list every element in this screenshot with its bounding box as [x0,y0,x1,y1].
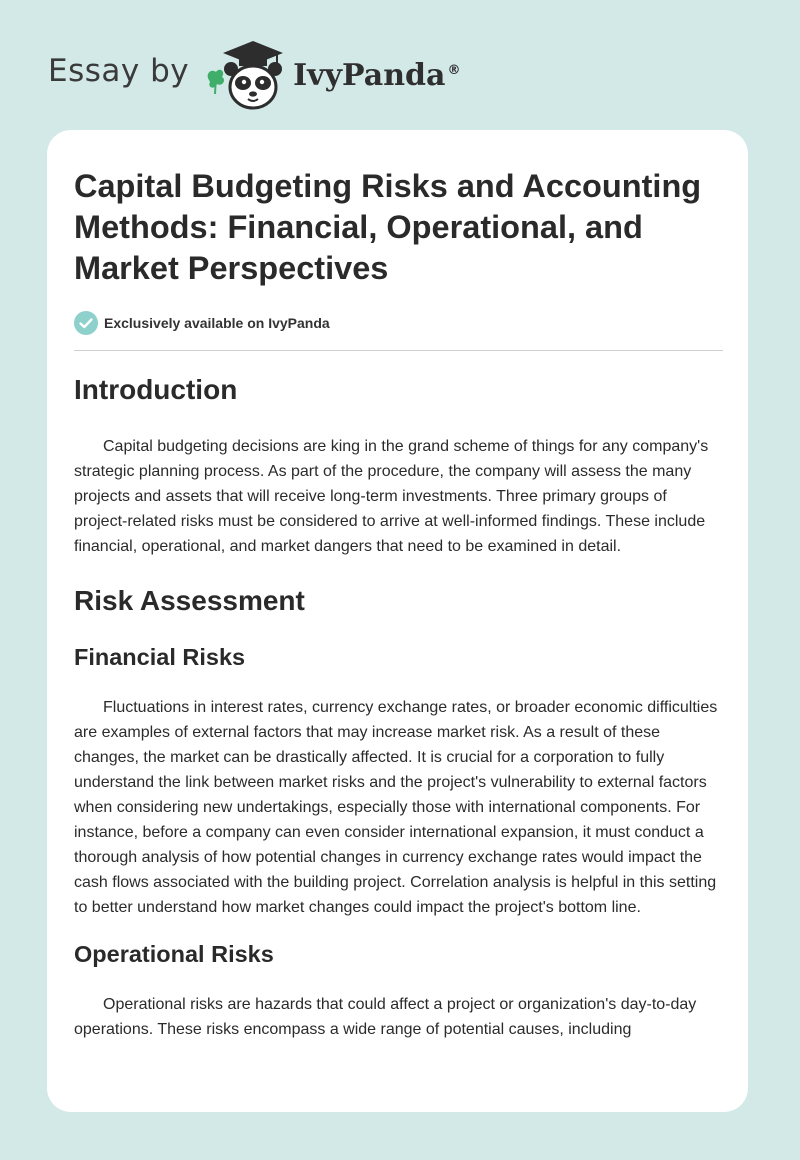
operational-risks-paragraph: Operational risks are hazards that could affect a project or organization's day-to-day operations. These risks encompass a wide range of potential causes, including [74,996,697,1038]
title-divider [74,350,723,351]
essay-card [47,130,748,1112]
essay-content [47,130,748,1042]
section-heading-introduction: Introduction [74,374,238,405]
subsection-heading-operational-risks: Operational Risks [74,941,274,967]
brand-name-text: IvyPanda [293,57,446,93]
brand-header [48,36,460,112]
check-circle-icon [74,311,98,335]
brand-name[interactable] [293,58,460,93]
introduction-paragraph: Capital budgeting decisions are king in the grand scheme of things for any company's strategic planning process. As part of the procedure, the company will assess the many projects and assets that will receive long-term investments. Three primary groups of project-related risks must be considered to arrive at well-informed findings. These include financial, operational, and market dangers that need to be examined in detail. [74,438,709,555]
financial-risks-paragraph: Fluctuations in interest rates, currency exchange rates, or broader economic difficulties are examples of external factors that may increase market risk. As a result of these changes, the market can be drastically affected. It is crucial for a corporation to fully understand the link between market risks and the project's vulnerability to external factors when considering new undertakings, especially those with international components. For instance, before a company can even consider international expansion, it must conduct a thorough analysis of how potential changes in currency exchange rates would impact the cash flows associated with the building project. Correlation analysis is helpful in this setting to better understand how market changes could impact the project's bottom line. [74,699,718,916]
ivypanda-logo-icon[interactable] [203,36,289,112]
registered-mark: ® [447,62,461,78]
exclusive-badge [74,310,722,336]
brand-prefix: Essay by [48,53,190,89]
section-heading-risk-assessment: Risk Assessment [74,585,305,616]
subsection-heading-financial-risks: Financial Risks [74,644,246,670]
essay-title: Capital Budgeting Risks and Accounting Methods: Financial, Operational, and Market Perspectives [74,168,702,286]
exclusive-badge-label: Exclusively available on IvyPanda [104,315,330,331]
